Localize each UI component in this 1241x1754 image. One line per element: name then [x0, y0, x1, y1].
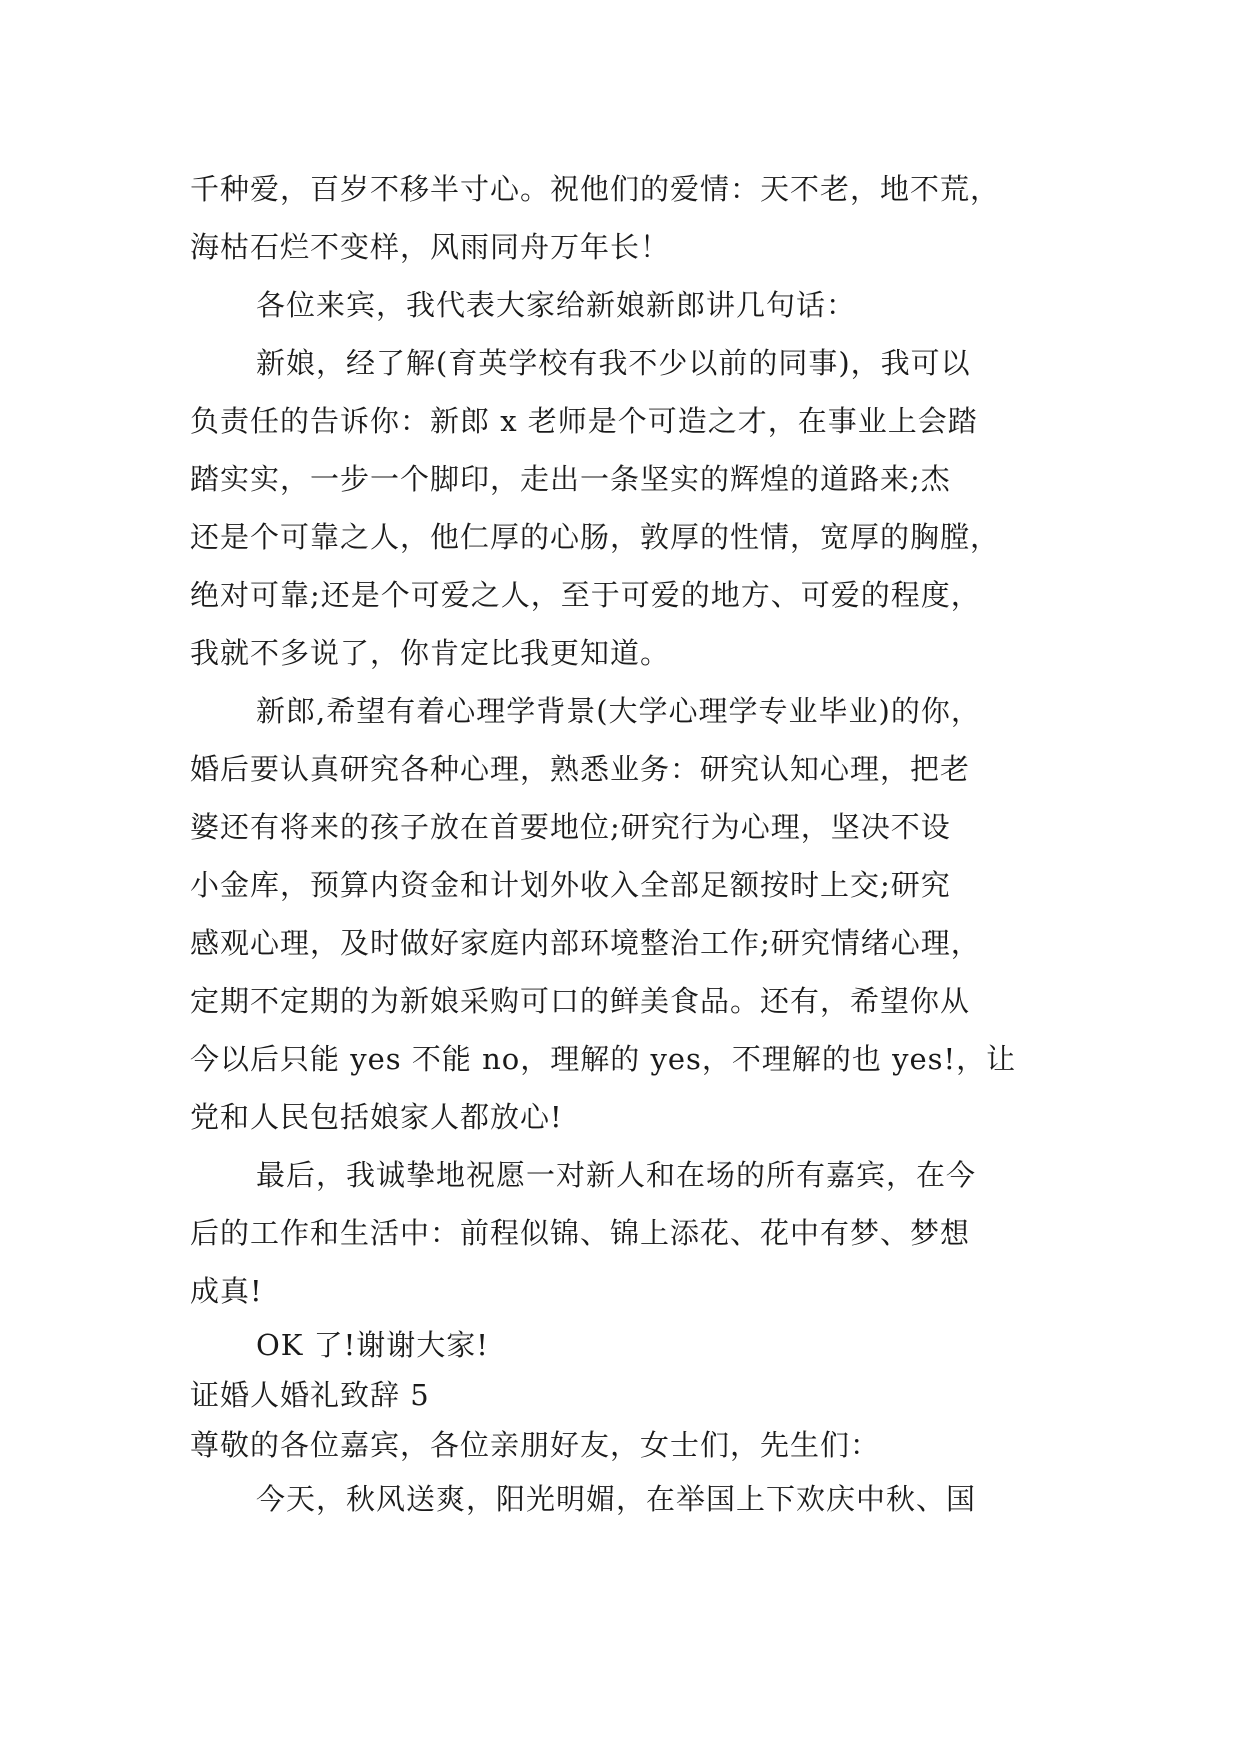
paragraph-start: 最后，我诚挚地祝愿一对新人和在场的所有嘉宾，在今 — [256, 1158, 977, 1192]
text-line: 还是个可靠之人，他仁厚的心肠，敦厚的性情，宽厚的胸膛， — [190, 520, 1001, 554]
text-line: 成真! — [190, 1274, 263, 1308]
text-line: 海枯石烂不变样，风雨同舟万年长！ — [190, 230, 671, 264]
text-line: 绝对可靠;还是个可爱之人，至于可爱的地方、可爱的程度， — [190, 578, 981, 612]
text-line: 定期不定期的为新娘采购可口的鲜美食品。还有，希望你从 — [190, 984, 971, 1018]
salutation: 尊敬的各位嘉宾，各位亲朋好友，女士们，先生们： — [190, 1428, 881, 1462]
text-line: 小金库，预算内资金和计划外收入全部足额按时上交;研究 — [190, 868, 951, 902]
section-heading: 证婚人婚礼致辞 5 — [190, 1378, 430, 1412]
text-line: 千种爱，百岁不移半寸心。祝他们的爱情：天不老，地不荒， — [190, 172, 1001, 206]
paragraph-start: 各位来宾，我代表大家给新娘新郎讲几句话： — [256, 288, 857, 322]
text-line: 负责任的告诉你：新郎 x 老师是个可造之才，在事业上会踏 — [190, 404, 978, 438]
text-line: 后的工作和生活中：前程似锦、锦上添花、花中有梦、梦想 — [190, 1216, 971, 1250]
document-body — [190, 160, 1090, 1528]
text-line: 党和人民包括娘家人都放心! — [190, 1100, 563, 1134]
text-line: 婚后要认真研究各种心理，熟悉业务：研究认知心理，把老 — [190, 752, 971, 786]
text-line: 今以后只能 yes 不能 no，理解的 yes，不理解的也 yes!，让 — [190, 1042, 1017, 1076]
text-line: 婆还有将来的孩子放在首要地位;研究行为心理，坚决不设 — [190, 810, 951, 844]
text-line: 我就不多说了，你肯定比我更知道。 — [190, 636, 671, 670]
text-line: 踏实实，一步一个脚印，走出一条坚实的辉煌的道路来;杰 — [190, 462, 951, 496]
paragraph-start: 新郎,希望有着心理学背景(大学心理学专业毕业)的你， — [256, 694, 981, 728]
paragraph-start: 新娘，经了解(育英学校有我不少以前的同事)，我可以 — [256, 346, 971, 380]
paragraph-start: OK 了!谢谢大家! — [256, 1328, 489, 1362]
text-line: 感观心理，及时做好家庭内部环境整治工作;研究情绪心理， — [190, 926, 981, 960]
paragraph-start: 今天，秋风送爽，阳光明媚，在举国上下欢庆中秋、国 — [256, 1482, 977, 1516]
